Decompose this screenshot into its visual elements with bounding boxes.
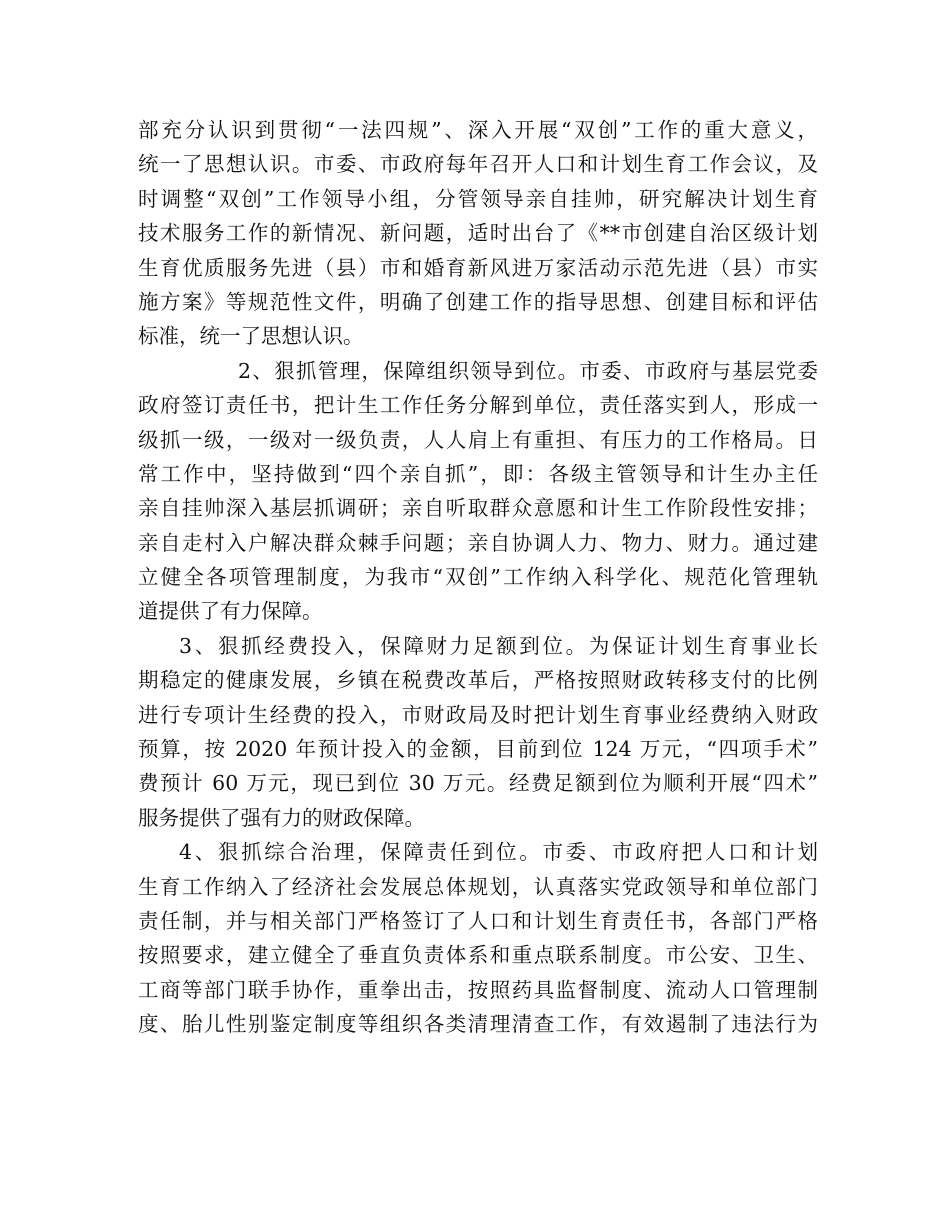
paragraph-continuation bbox=[138, 113, 818, 354]
text-line: 费预计 60 万元，现已到位 30 万元。经费足额到位为顺利开展“四术” bbox=[138, 771, 818, 796]
paragraph-governance bbox=[138, 835, 818, 1041]
text-line: 技术服务工作的新情况、新问题，适时出台了《**市创建自治区级计划 bbox=[138, 221, 818, 246]
document-body bbox=[138, 113, 818, 1042]
text-line: 责任制，并与相关部门严格签订了人口和计划生育责任书，各部门严格 bbox=[138, 908, 818, 933]
text-line: 亲自挂帅深入基层抓调研；亲自听取群众意愿和计生工作阶段性安排； bbox=[138, 496, 818, 521]
text-line: 级抓一级，一级对一级负责，人人肩上有重担、有压力的工作格局。日 bbox=[138, 427, 818, 452]
text-line: 施方案》等规范性文件，明确了创建工作的指导思想、创建目标和评估 bbox=[138, 289, 818, 314]
text-line: 时调整“双创”工作领导小组，分管领导亲自挂帅，研究解决计划生育 bbox=[138, 186, 818, 211]
text-line: 标准，统一了思想认识。 bbox=[138, 324, 364, 349]
text-line: 亲自走村入户解决群众棘手问题；亲自协调人力、物力、财力。通过建 bbox=[138, 530, 818, 555]
text-line: 服务提供了强有力的财政保障。 bbox=[138, 805, 425, 830]
text-line: 生育工作纳入了经济社会发展总体规划，认真落实党政领导和单位部门 bbox=[138, 874, 818, 899]
text-line: 统一了思想认识。市委、市政府每年召开人口和计划生育工作会议，及 bbox=[138, 152, 818, 177]
text-line: 进行专项计生经费的投入，市财政局及时把计划生育事业经费纳入财政 bbox=[138, 702, 818, 727]
text-line: 度、胎儿性别鉴定制度等组织各类清理清查工作，有效遏制了违法行为 bbox=[138, 1012, 818, 1037]
text-line: 预算，按 2020 年预计投入的金额，目前到位 124 万元，“四项手术” bbox=[138, 737, 818, 762]
text-line: 2、狠抓管理，保障组织领导到位。市委、市政府与基层党委 bbox=[238, 358, 818, 383]
text-line: 4、狠抓综合治理，保障责任到位。市委、市政府把人口和计划 bbox=[179, 840, 818, 865]
text-line: 政府签订责任书，把计生工作任务分解到单位，责任落实到人，形成一 bbox=[138, 393, 818, 418]
text-line: 生育优质服务先进（县）市和婚育新风进万家活动示范先进（县）市实 bbox=[138, 255, 818, 280]
text-line: 道提供了有力保障。 bbox=[138, 599, 323, 624]
text-line: 3、狠抓经费投入，保障财力足额到位。为保证计划生育事业长 bbox=[179, 633, 818, 658]
text-line: 部充分认识到贯彻“一法四规”、深入开展“双创”工作的重大意义， bbox=[138, 118, 818, 142]
text-line: 立健全各项管理制度，为我市“双创”工作纳入科学化、规范化管理轨 bbox=[138, 565, 818, 590]
text-line: 工商等部门联手协作，重拳出击，按照药具监督制度、流动人口管理制 bbox=[138, 977, 818, 1002]
text-line: 按照要求，建立健全了垂直负责体系和重点联系制度。市公安、卫生、 bbox=[138, 943, 818, 968]
paragraph-management bbox=[138, 354, 818, 629]
text-line: 常工作中，坚持做到“四个亲自抓”，即：各级主管领导和计生办主任 bbox=[138, 461, 818, 486]
text-line: 期稳定的健康发展，乡镇在税费改革后，严格按照财政转移支付的比例 bbox=[138, 668, 818, 693]
paragraph-funding bbox=[138, 629, 818, 835]
